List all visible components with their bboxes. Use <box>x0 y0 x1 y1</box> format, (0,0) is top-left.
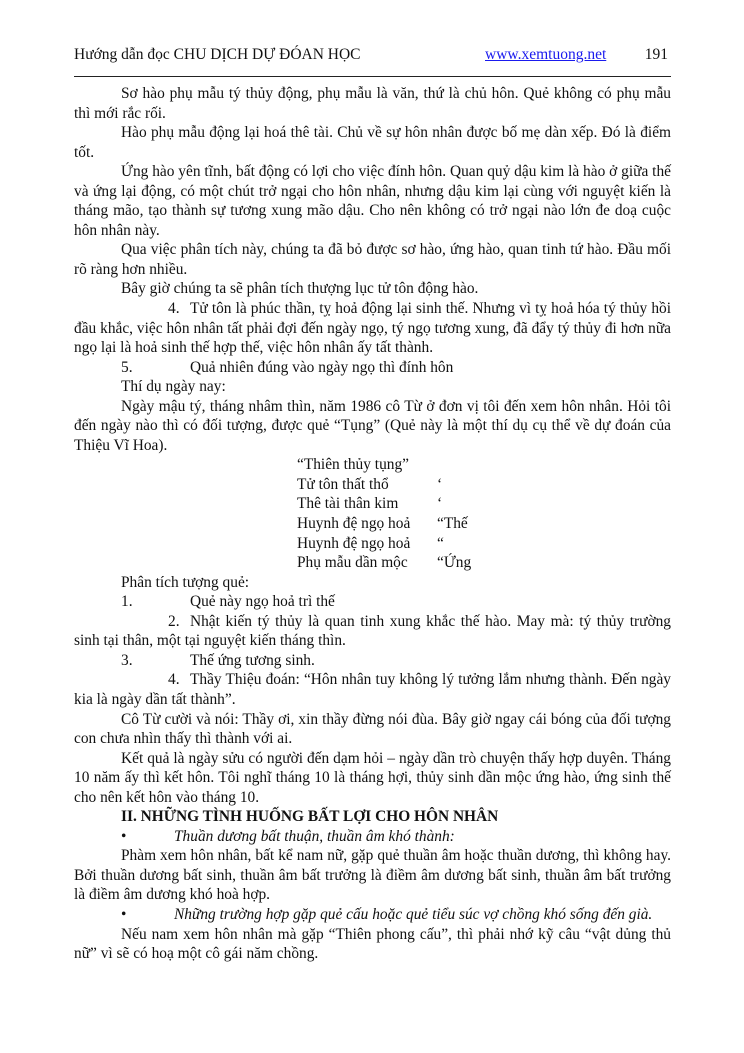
page-number: 191 <box>644 46 668 63</box>
item-number: 5. <box>121 358 133 376</box>
line-label: Huynh đệ ngọ hoả <box>297 534 411 552</box>
hexagram-block <box>74 455 671 572</box>
line-label: Huynh đệ ngọ hoả <box>297 515 411 533</box>
paragraph: Kết quả là ngày sửu có người đến dạm hỏi – ngày dần trò chuyện thấy hợp duyên. Tháng 10 năm ấy thì kết hôn. Tôi nghĩ tháng 10 là tháng hợi, thủy sinh dần mộc ứng hào, ứng sinh thế cho nên kết hôn vào tháng 10. <box>74 749 671 806</box>
bullet-icon: • <box>121 827 127 845</box>
paragraph: Thí dụ ngày nay: <box>121 378 226 396</box>
paragraph: Qua việc phân tích này, chúng ta đã bỏ được sơ hào, ứng hào, quan tinh tứ hào. Đầu mối rõ ràng hơn nhiều. <box>74 241 671 278</box>
numbered-item <box>74 670 671 709</box>
hexagram-line <box>74 475 671 495</box>
paragraph: Nếu nam xem hôn nhân mà gặp “Thiên phong cấu”, thì phải nhớ kỹ câu “vật dủng thủ nữ” vì sẽ có hoạ một cô gái năm chồng. <box>74 925 671 963</box>
hexagram-line <box>74 494 671 514</box>
line-mark: “ <box>437 534 444 552</box>
line-mark: ‘ <box>437 475 443 493</box>
line-mark: ‘ <box>437 495 443 513</box>
numbered-item <box>74 612 671 651</box>
line-label: Phụ mẫu dần mộc <box>297 554 408 572</box>
item-text: Quẻ này ngọ hoả trì thế <box>190 593 335 611</box>
numbered-item <box>74 299 671 358</box>
paragraph: Bây giờ chúng ta sẽ phân tích thượng lục tử tôn động hào. <box>121 280 479 298</box>
website-link[interactable]: www.xemtuong.net <box>485 46 607 63</box>
paragraph: Phân tích tượng quẻ: <box>121 573 250 591</box>
line-label: Tử tôn thất thổ <box>297 475 389 493</box>
line-mark: “Thế <box>437 515 468 533</box>
bullet-text: Thuần dương bất thuận, thuần âm khó thành: <box>174 827 455 845</box>
numbered-item <box>74 358 671 378</box>
numbered-item <box>74 651 671 671</box>
paragraph: Cô Từ cười và nói: Thầy ơi, xin thầy đừng nói đùa. Bây giờ ngay cái bóng của đối tượng con chưa nhìn thấy thì thành với ai. <box>74 710 671 748</box>
bullet-item <box>74 905 671 925</box>
page-header <box>74 46 671 76</box>
paragraph: Ngày mậu tý, tháng nhâm thìn, năm 1986 cô Từ ở đơn vị tôi đến xem hôn nhân. Hỏi tôi đến ngày nào thì có đối tượng, được quẻ “Tụng” (Quẻ này là một thí dụ cụ thể về dự đoán của Thiệu Vĩ Hoa). <box>74 397 671 454</box>
book-title: Hướng dẫn đọc CHU DỊCH DỰ ĐÓAN HỌC <box>74 46 361 63</box>
item-text: Nhật kiến tý thủy là quan tinh xung khắc thế hào. May mà: tý thủy trường sinh tại thân, một tại nguyệt kiến tháng thìn. <box>74 612 671 650</box>
item-number: 4. <box>168 671 180 689</box>
paragraph: Phàm xem hôn nhân, bất kể nam nữ, gặp quẻ thuần âm hoặc thuần dương, thì không hay. Bởi thuần dương bất sinh, thuần âm bất trưởng là điềm âm dương bất sinh, thuần âm bất trưởng là điềm âm dương khó hoà hợp. <box>74 847 671 904</box>
item-number: 2. <box>168 612 180 630</box>
header-rule <box>74 76 671 77</box>
line-mark: “Ứng <box>437 554 472 572</box>
bullet-text: Những trường hợp gặp quẻ cấu hoặc quẻ tiểu súc vợ chồng khó sống đến già. <box>174 905 653 923</box>
item-number: 4. <box>168 300 180 318</box>
section-heading: II. NHỮNG TÌNH HUỐNG BẤT LỢI CHO HÔN NHÂN <box>121 808 499 826</box>
paragraph: Hào phụ mẫu động lại hoá thê tài. Chủ về sự hôn nhân được bố mẹ dàn xếp. Đó là điểm tốt. <box>74 124 671 161</box>
hexagram-line <box>74 534 671 554</box>
paragraph: Ứng hào yên tĩnh, bất động có lợi cho việc đính hôn. Quan quỷ dậu kim là hào ở giữa thế và ứng lại động, có một chút trở ngại cho hôn nhân, nhưng dậu kim lại cùng với nguyệt kiến là tháng mão, tạo thành sự tương xung mão dậu. Cho nên không có trở ngại nào lớn đe doạ cuộc hôn nhân này. <box>74 163 671 239</box>
item-text: Quả nhiên đúng vào ngày ngọ thì đính hôn <box>190 358 454 376</box>
bullet-icon: • <box>121 905 127 923</box>
hexagram-line <box>74 514 671 534</box>
line-label: Thê tài thân kim <box>297 495 399 513</box>
bullet-item <box>74 827 671 847</box>
item-number: 3. <box>121 651 133 669</box>
hexagram-title: “Thiên thủy tụng” <box>297 456 409 474</box>
item-number: 1. <box>121 593 133 611</box>
paragraph: Sơ hào phụ mẫu tý thủy động, phụ mẫu là văn, thứ là chủ hôn. Quẻ không có phụ mẫu thì mới rắc rối. <box>74 85 671 122</box>
hexagram-line <box>74 553 671 573</box>
item-text: Tử tôn là phúc thần, tỵ hoả động lại sinh thế. Nhưng vì tỵ hoả hóa tý thủy hồi đầu khắc, việc hôn nhân tất phải đợi đến ngày ngọ, tý ngọ tương xung, đã đẩy tý thủy đi hơn nữa ngọ lại là hoả sinh thế hợp thế, việc hôn nhân ấy tất thành. <box>74 300 671 357</box>
page-body <box>74 84 671 964</box>
item-text: Thế ứng tương sinh. <box>190 651 315 669</box>
numbered-item <box>74 592 671 612</box>
item-text: Thầy Thiệu đoán: “Hôn nhân tuy không lý tưởng lắm nhưng thành. Đến ngày kia là ngày dần tất thành”. <box>74 671 671 708</box>
